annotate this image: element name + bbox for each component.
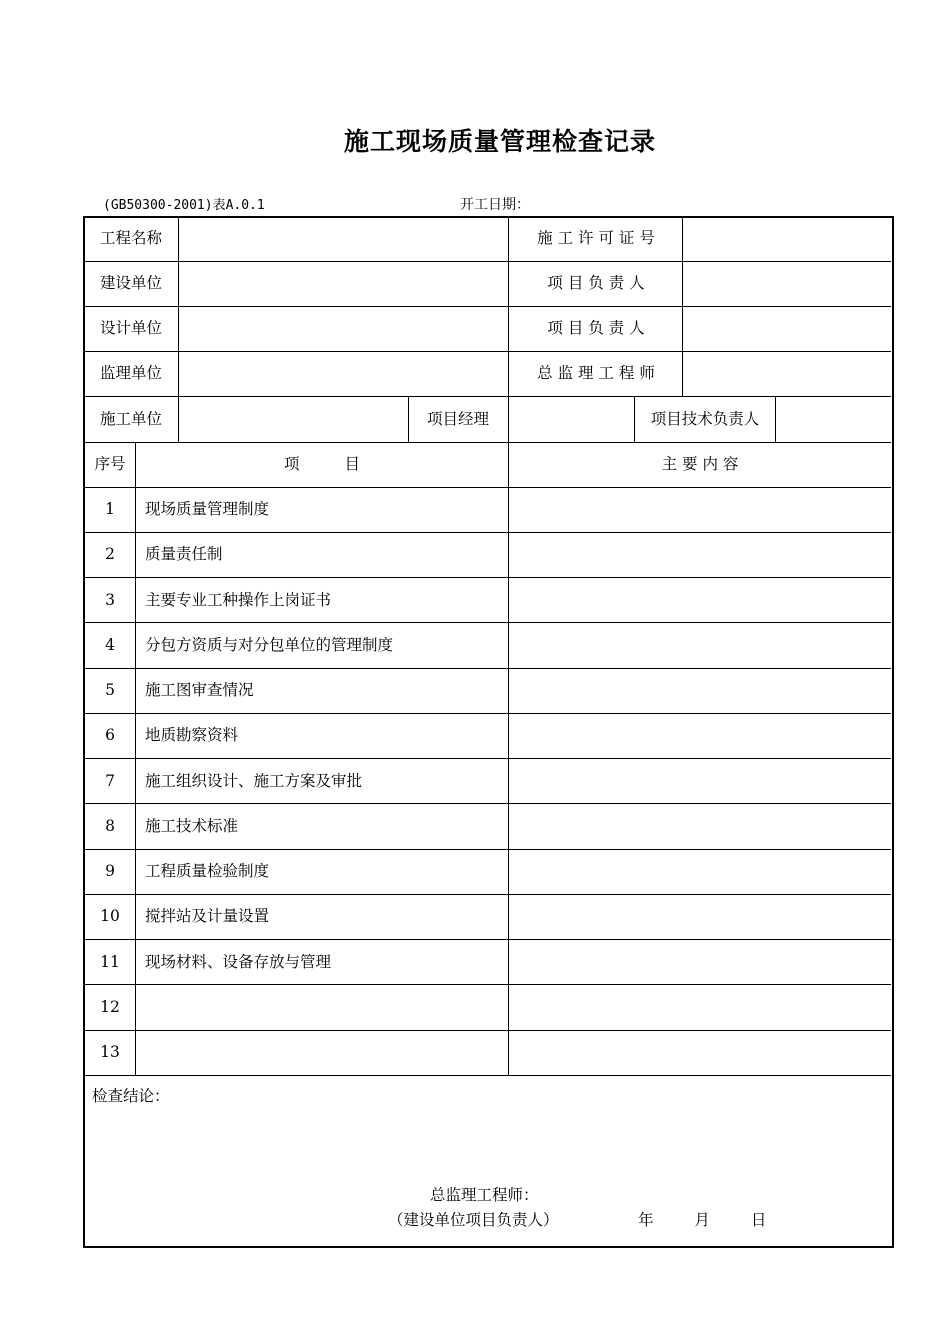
row-number: 4	[105, 636, 115, 654]
row-divider	[84, 713, 891, 714]
row-divider	[84, 442, 891, 443]
tech-lead-label: 项目技术负责人	[650, 410, 760, 428]
row-divider	[84, 577, 891, 578]
row-divider	[84, 803, 891, 804]
chief-supervisor-label: 总 监 理 工 程 师	[537, 364, 655, 382]
row-number: 10	[100, 907, 120, 925]
start-date-label: 开工日期：	[460, 197, 530, 213]
col-divider	[178, 217, 179, 442]
row-number: 1	[105, 500, 115, 518]
row-divider	[84, 306, 891, 307]
client-pm-label: 项 目 负 责 人	[547, 274, 645, 292]
row-divider	[84, 622, 891, 623]
row-item: 主要专业工种操作上岗证书	[145, 591, 332, 609]
row-divider	[84, 396, 891, 397]
form-code: (GB50300-2001)表A.0.1	[103, 198, 265, 213]
row-item: 工程质量检验制度	[145, 862, 270, 880]
row-divider	[84, 939, 891, 940]
row-divider	[84, 1075, 891, 1076]
col-divider	[508, 217, 509, 397]
col-divider	[408, 397, 409, 442]
col-divider	[775, 397, 776, 442]
conclusion-label: 检查结论：	[92, 1087, 170, 1105]
page-title: 施工现场质量管理检查记录	[343, 127, 656, 156]
design-unit-label: 设计单位	[99, 319, 163, 337]
col-divider	[135, 442, 136, 1075]
row-divider	[84, 668, 891, 669]
row-number: 11	[100, 953, 120, 971]
row-divider	[84, 1030, 891, 1031]
client-unit-label: 建设单位	[99, 274, 163, 292]
supervision-unit-label: 监理单位	[99, 364, 163, 382]
row-number: 7	[105, 772, 115, 790]
design-pm-label: 项 目 负 责 人	[547, 319, 645, 337]
row-item: 分包方资质与对分包单位的管理制度	[145, 636, 394, 654]
col-header-no: 序号	[94, 455, 126, 473]
row-item: 质量责任制	[145, 545, 223, 563]
row-divider	[84, 261, 891, 262]
row-number: 3	[105, 591, 115, 609]
row-divider	[84, 894, 891, 895]
row-divider	[84, 487, 891, 488]
row-divider	[84, 849, 891, 850]
client-signature-label: （建设单位项目负责人）	[388, 1211, 559, 1229]
col-header-content: 主 要 内 容	[661, 455, 739, 473]
row-divider	[84, 532, 891, 533]
construction-unit-label: 施工单位	[99, 410, 163, 428]
col-divider	[682, 217, 683, 397]
row-item: 地质勘察资料	[145, 726, 239, 744]
row-number: 6	[105, 726, 115, 744]
chief-signature-label: 总监理工程师：	[430, 1186, 539, 1204]
row-item: 施工组织设计、施工方案及审批	[145, 772, 363, 790]
row-number: 12	[100, 998, 120, 1016]
row-divider	[84, 984, 891, 985]
col-header-item: 项 目	[284, 455, 360, 473]
row-item: 搅拌站及计量设置	[145, 907, 270, 925]
date-label: 年 月 日	[638, 1211, 785, 1229]
row-item: 现场材料、设备存放与管理	[145, 953, 332, 971]
col-divider	[634, 397, 635, 442]
project-manager-label: 项目经理	[426, 410, 490, 428]
row-divider	[84, 758, 891, 759]
row-number: 2	[105, 545, 115, 563]
row-number: 5	[105, 681, 115, 699]
row-item: 施工图审查情况	[145, 681, 254, 699]
row-item: 施工技术标准	[145, 817, 239, 835]
row-divider	[84, 351, 891, 352]
permit-no-label: 施 工 许 可 证 号	[537, 229, 655, 247]
col-divider	[508, 397, 509, 442]
row-item: 现场质量管理制度	[145, 500, 270, 518]
row-number: 8	[105, 817, 115, 835]
row-number: 13	[100, 1043, 120, 1061]
project-name-label: 工程名称	[99, 229, 163, 247]
row-number: 9	[105, 862, 115, 880]
col-divider	[508, 442, 509, 1075]
